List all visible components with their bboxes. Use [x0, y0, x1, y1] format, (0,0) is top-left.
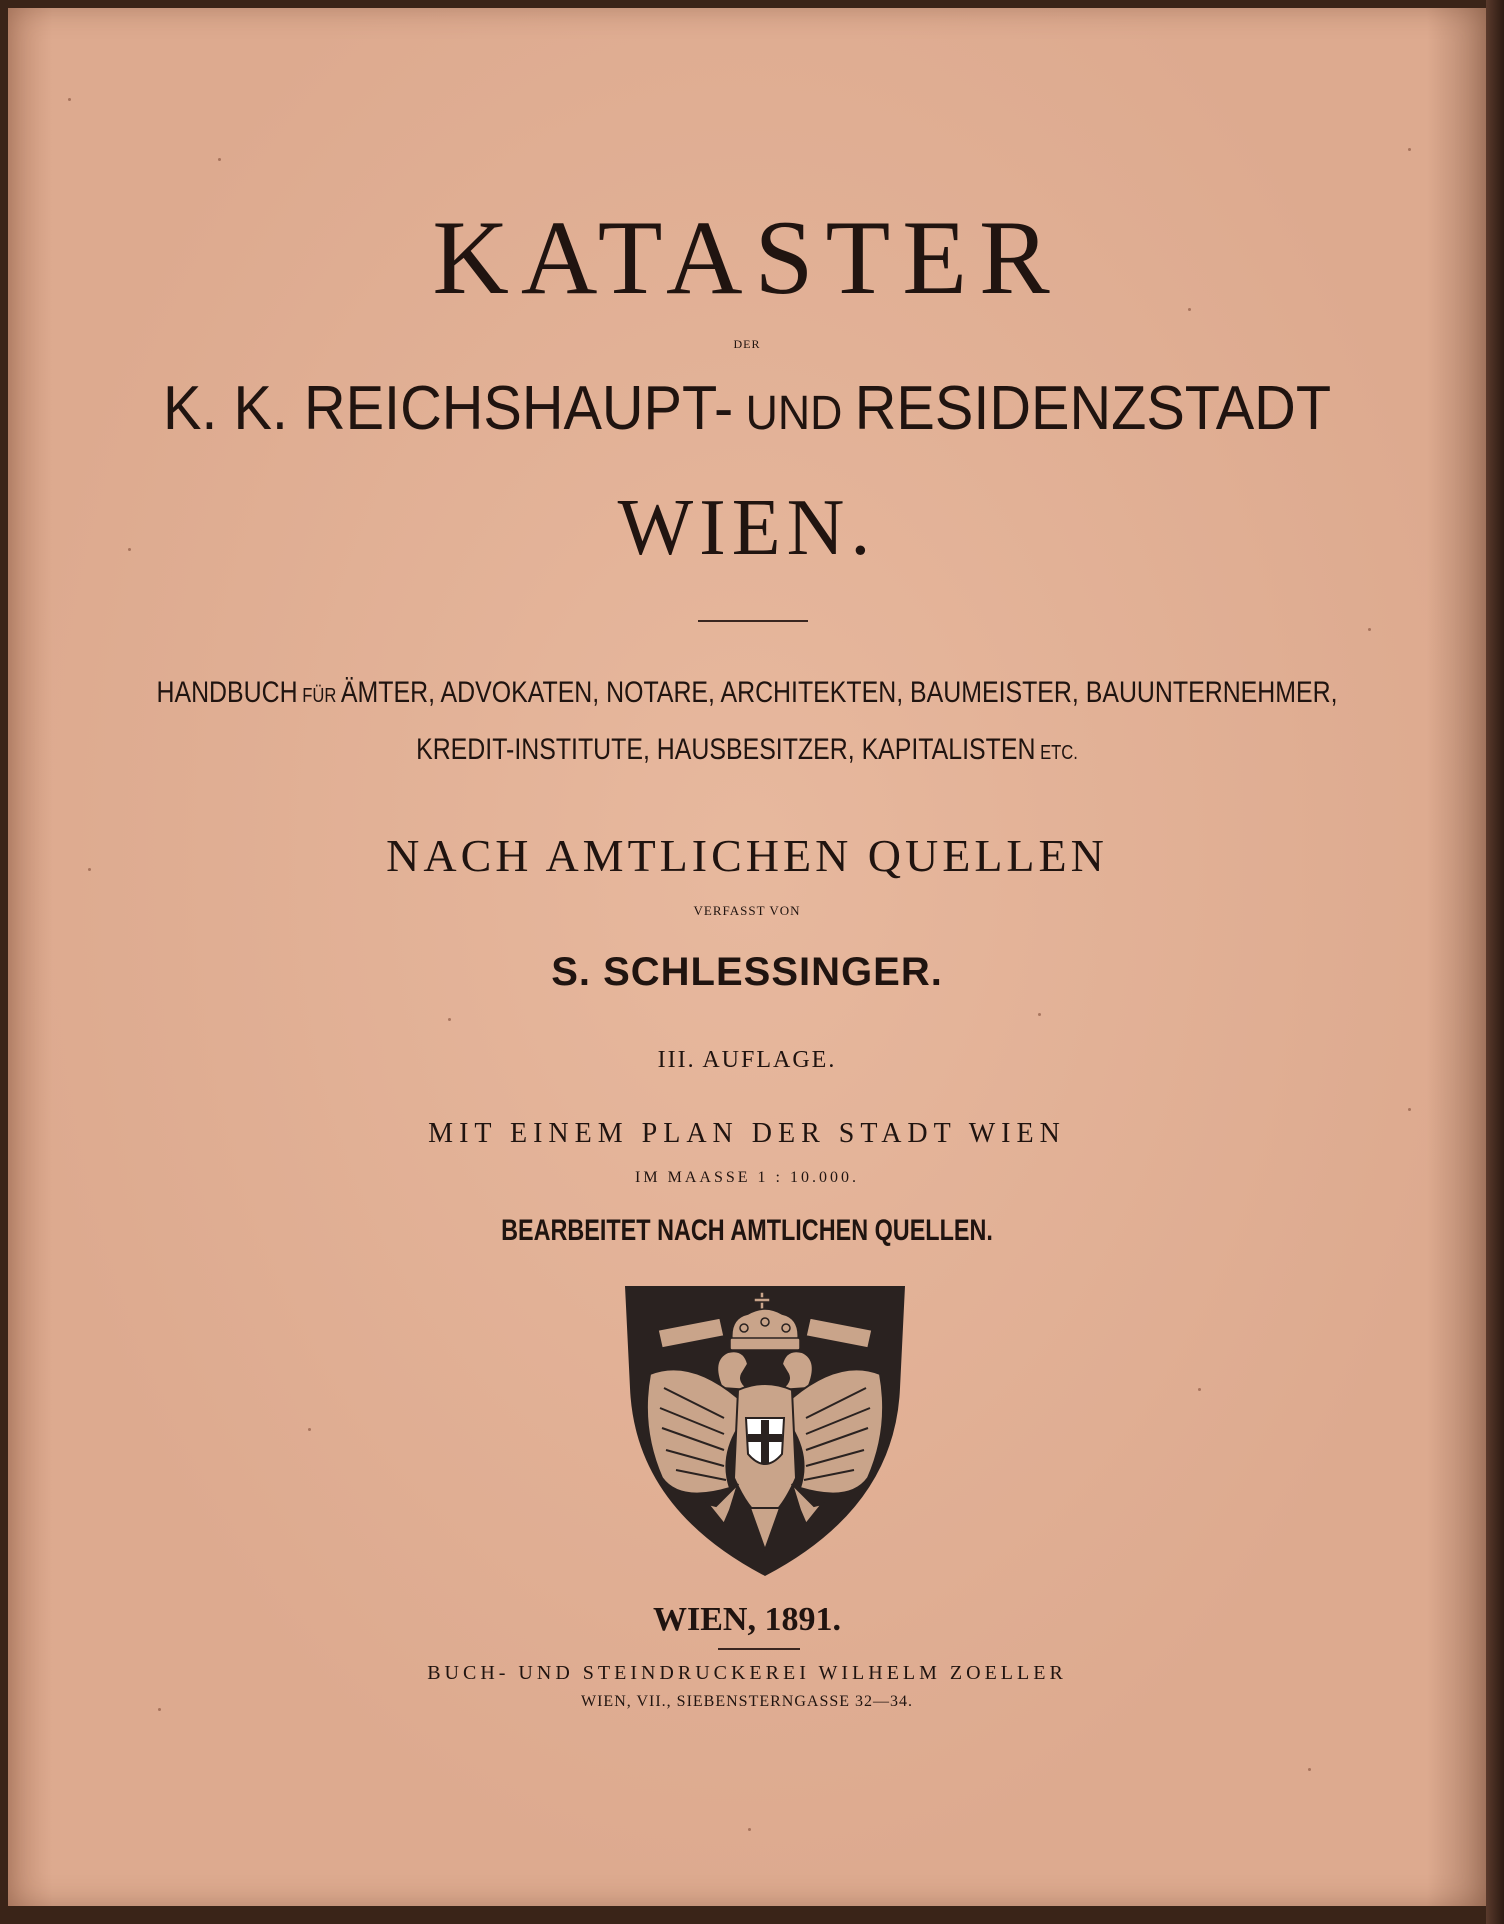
paper-speck	[1308, 1768, 1311, 1771]
map-title: MIT EINEM PLAN DER STADT WIEN	[428, 1118, 1066, 1149]
city-title-part-3: RESIDENZSTADT	[854, 374, 1332, 443]
handbook-line-2-a: KREDIT-INSTITUTE, HAUSBESITZER, KAPITALISTEN	[416, 733, 1036, 766]
paper-speck	[448, 1018, 451, 1021]
imprint-place-year: WIEN, 1891.	[653, 1601, 841, 1638]
handbook-line-1	[134, 676, 1361, 713]
title-der: DER	[733, 337, 761, 351]
divider-rule	[698, 620, 808, 622]
printer-address: WIEN, VII., SIEBENSTERNGASSE 32—34.	[580, 1693, 914, 1710]
printer-name: BUCH- UND STEINDRUCKEREI WILHELM ZOELLER	[427, 1662, 1067, 1684]
handbook-line-1-c: ÄMTER, ADVOKATEN, NOTARE, ARCHITEKTEN, BAUMEISTER, BAUUNTERNEHMER,	[340, 676, 1338, 709]
imprint-rule	[718, 1648, 800, 1650]
author-by: VERFASST VON	[693, 903, 801, 918]
paper-speck	[1408, 1108, 1411, 1111]
paper-speck	[1198, 1388, 1201, 1391]
paper-speck	[748, 1828, 751, 1831]
title-page	[8, 8, 1486, 1906]
paper-speck	[308, 1428, 311, 1431]
paper-speck	[68, 98, 71, 101]
paper-speck	[1408, 148, 1411, 151]
author-name: S. SCHLESSINGER.	[551, 950, 943, 994]
paper-speck	[218, 158, 221, 161]
handbook-line-2	[134, 733, 1361, 770]
city-title	[60, 376, 1435, 447]
paper-speck	[1038, 1013, 1041, 1016]
handbook-line-2-etc: ETC.	[1035, 742, 1078, 764]
paper-speck	[1368, 628, 1371, 631]
handbook-line-1-fuer: FÜR	[297, 685, 341, 707]
vienna-double-headed-eagle-crest-icon	[620, 1278, 910, 1578]
page-edge	[1486, 0, 1504, 1924]
edition: III. AUFLAGE.	[657, 1047, 837, 1073]
city-title-part-1: K. K. REICHSHAUPT-	[162, 374, 734, 443]
map-scale: IM MAASSE 1 : 10.000.	[635, 1169, 859, 1186]
main-title: KATASTER	[432, 199, 1062, 316]
city-title-und: UND	[733, 387, 855, 440]
handbook-line-1-a: HANDBUCH	[156, 676, 298, 709]
map-source: BEARBEITET NACH AMTLICHEN QUELLEN.	[501, 1214, 993, 1247]
city-name: WIEN.	[617, 484, 877, 572]
sources-title: NACH AMTLICHEN QUELLEN	[386, 830, 1108, 881]
